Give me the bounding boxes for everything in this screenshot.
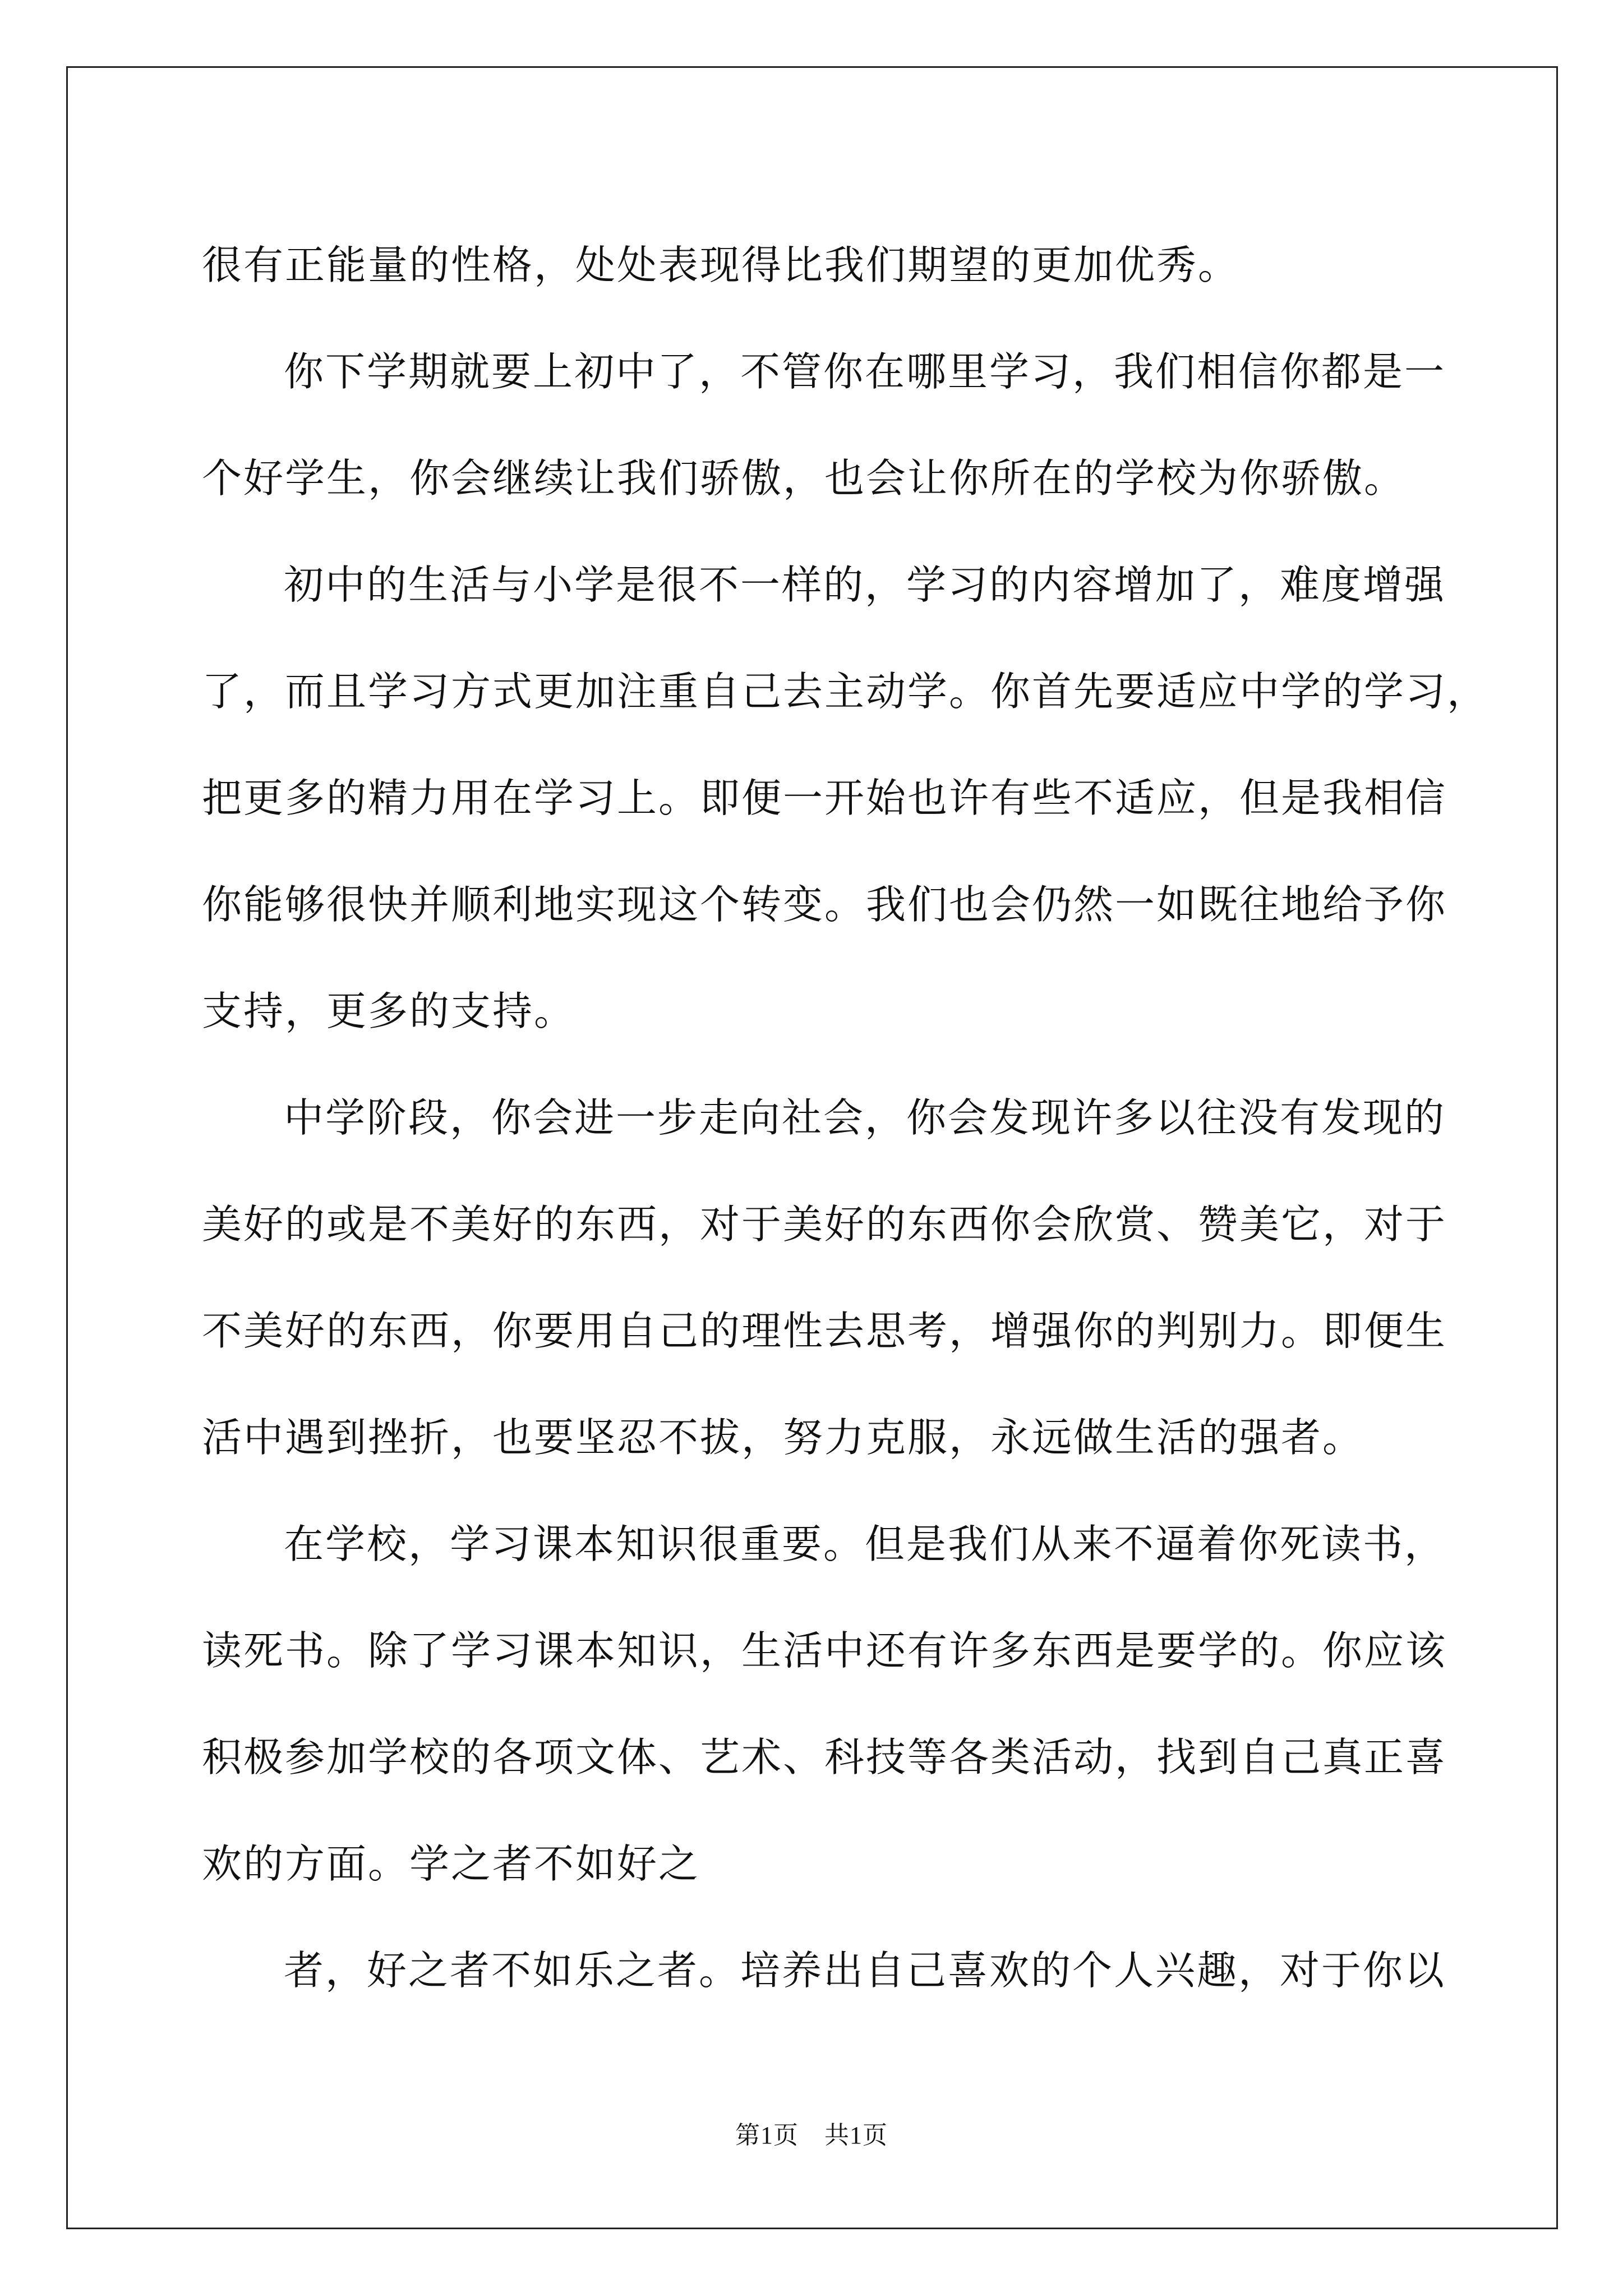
text-line: 初中的生活与小学是很不一样的，学习的内容增加了，难度增强 [284, 562, 1446, 608]
text-line: 积极参加学校的各项文体、艺术、科技等各类活动，找到自己真正喜 [202, 1734, 1447, 1780]
page-footer [0, 2115, 1623, 2151]
text-line: 读死书。除了学习课本知识，生活中还有许多东西是要学的。你应该 [202, 1627, 1447, 1674]
document-body [202, 212, 1489, 2024]
text-line: 很有正能量的性格，处处表现得比我们期望的更加优秀。 [202, 242, 1240, 288]
text-line: 欢的方面。学之者不如好之 [202, 1841, 700, 1887]
text-line: 你下学期就要上初中了，不管你在哪里学习，我们相信你都是一 [284, 348, 1446, 395]
text-line: 在学校，学习课本知识很重要。但是我们从来不逼着你死读书， [284, 1521, 1446, 1567]
text-line: 活中遇到挫折，也要坚忍不拔，努力克服，永远做生活的强者。 [202, 1414, 1364, 1461]
text-line: 中学阶段，你会进一步走向社会，你会发现许多以往没有发现的 [284, 1094, 1446, 1141]
text-line: 把更多的精力用在学习上。即便一开始也许有些不适应，但是我相信 [202, 775, 1447, 821]
text-line: 个好学生，你会继续让我们骄傲，也会让你所在的学校为你骄傲。 [202, 455, 1406, 501]
text-line: 你能够很快并顺利地实现这个转变。我们也会仍然一如既往地给予你 [202, 881, 1447, 928]
text-line: 不美好的东西，你要用自己的理性去思考，增强你的判别力。即便生 [202, 1308, 1447, 1354]
text-line: 美好的或是不美好的东西，对于美好的东西你会欣赏、赞美它，对于 [202, 1201, 1447, 1248]
text-line: 支持，更多的支持。 [202, 988, 576, 1034]
text-line: 了，而且学习方式更加注重自己去主动学。你首先要适应中学的学习， [202, 668, 1489, 715]
text-line: 者，好之者不如乐之者。培养出自己喜欢的个人兴趣，对于你以 [284, 1947, 1446, 1994]
page-number-total: 共1页 [824, 2122, 888, 2149]
page-number-current: 第1页 [735, 2122, 799, 2149]
